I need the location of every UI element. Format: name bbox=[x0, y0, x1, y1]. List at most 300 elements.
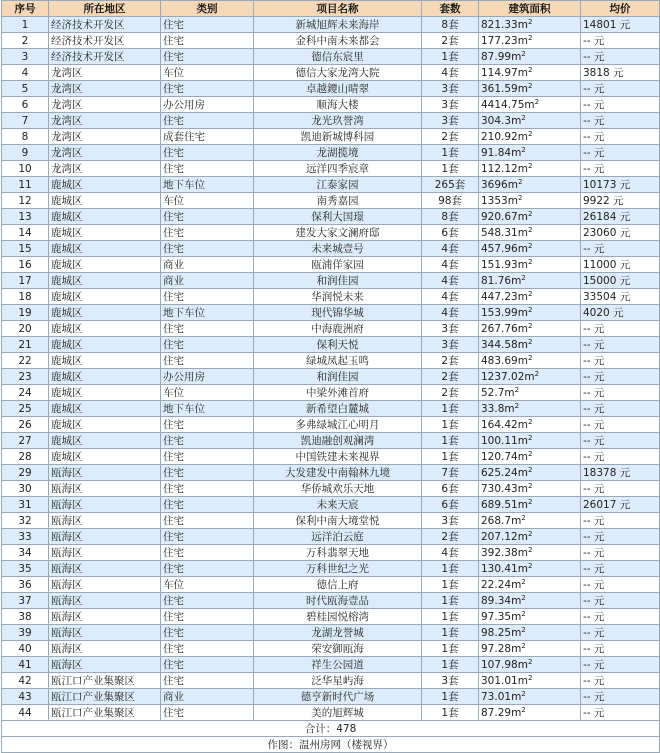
cell-index: 38 bbox=[2, 609, 49, 625]
cell-area: 瓯海区 bbox=[49, 593, 161, 609]
size-unit: m bbox=[517, 82, 528, 95]
cell-index: 11 bbox=[2, 177, 49, 193]
cell-price: -- 元 bbox=[581, 705, 660, 721]
cell-project: 德信东宸里 bbox=[254, 49, 422, 65]
cell-count: 1套 bbox=[422, 625, 479, 641]
cell-index: 8 bbox=[2, 129, 49, 145]
cell-area: 瓯海区 bbox=[49, 513, 161, 529]
size-unit-exponent: 2 bbox=[521, 625, 526, 634]
header-count: 套数 bbox=[422, 1, 479, 17]
size-unit-exponent: 2 bbox=[527, 65, 533, 74]
cell-area: 鹿城区 bbox=[49, 449, 161, 465]
cell-price: -- 元 bbox=[581, 673, 660, 689]
cell-price: 9922 元 bbox=[581, 193, 660, 209]
cell-type: 商业 bbox=[161, 273, 254, 289]
size-unit-exponent: 2 bbox=[521, 689, 526, 698]
cell-count: 3套 bbox=[422, 673, 479, 689]
table-row bbox=[2, 241, 660, 257]
cell-count: 4套 bbox=[422, 289, 479, 305]
size-value: 689.51 bbox=[481, 498, 518, 511]
header-area: 所在地区 bbox=[49, 1, 161, 17]
cell-size bbox=[479, 689, 581, 705]
size-unit: m bbox=[517, 482, 528, 495]
size-value: 1237.02 bbox=[481, 370, 525, 383]
size-value: 304.3 bbox=[481, 114, 512, 127]
cell-index: 44 bbox=[2, 705, 49, 721]
size-unit: m bbox=[507, 178, 518, 191]
cell-type: 地下车位 bbox=[161, 177, 254, 193]
cell-price: -- 元 bbox=[581, 577, 660, 593]
cell-count: 1套 bbox=[422, 449, 479, 465]
cell-area: 鹿城区 bbox=[49, 353, 161, 369]
cell-type: 办公用房 bbox=[161, 369, 254, 385]
table-row bbox=[2, 481, 660, 497]
size-unit-exponent: 2 bbox=[527, 321, 533, 330]
size-unit: m bbox=[511, 690, 522, 703]
cell-type: 住宅 bbox=[161, 353, 254, 369]
size-value: 920.67 bbox=[481, 210, 518, 223]
size-unit: m bbox=[517, 258, 528, 271]
table-row bbox=[2, 449, 660, 465]
cell-count: 2套 bbox=[422, 33, 479, 49]
table-row bbox=[2, 81, 660, 97]
cell-index: 16 bbox=[2, 257, 49, 273]
table-row bbox=[2, 673, 660, 689]
size-value: 447.23 bbox=[481, 290, 518, 303]
size-unit-exponent: 2 bbox=[517, 193, 523, 202]
cell-area: 鹿城区 bbox=[49, 369, 161, 385]
cell-area: 瓯海区 bbox=[49, 529, 161, 545]
cell-size bbox=[479, 657, 581, 673]
cell-index: 31 bbox=[2, 497, 49, 513]
size-unit-exponent: 2 bbox=[527, 241, 533, 250]
cell-type: 住宅 bbox=[161, 225, 254, 241]
size-unit: m bbox=[517, 34, 528, 47]
cell-count: 6套 bbox=[422, 481, 479, 497]
size-unit: m bbox=[511, 514, 522, 527]
cell-type: 车位 bbox=[161, 385, 254, 401]
cell-count: 2套 bbox=[422, 353, 479, 369]
cell-project: 荣安御瓯海 bbox=[254, 641, 422, 657]
cell-type: 住宅 bbox=[161, 561, 254, 577]
cell-project: 和润佳园 bbox=[254, 273, 422, 289]
cell-count: 1套 bbox=[422, 609, 479, 625]
cell-count: 3套 bbox=[422, 81, 479, 97]
cell-area: 鹿城区 bbox=[49, 225, 161, 241]
size-unit-exponent: 2 bbox=[521, 49, 526, 58]
cell-count: 265套 bbox=[422, 177, 479, 193]
cell-count: 4套 bbox=[422, 257, 479, 273]
cell-index: 32 bbox=[2, 513, 49, 529]
cell-size bbox=[479, 257, 581, 273]
size-unit-exponent: 2 bbox=[521, 641, 526, 650]
cell-count: 1套 bbox=[422, 161, 479, 177]
size-unit: m bbox=[517, 66, 528, 79]
cell-project: 现代锦华城 bbox=[254, 305, 422, 321]
cell-index: 5 bbox=[2, 81, 49, 97]
cell-project: 大发建发中南翰林九境 bbox=[254, 465, 422, 481]
cell-size bbox=[479, 705, 581, 721]
size-value: 33.8 bbox=[481, 402, 505, 415]
size-value: 301.01 bbox=[481, 674, 518, 687]
cell-project: 保利天悦 bbox=[254, 337, 422, 353]
table-footer bbox=[2, 721, 660, 753]
size-unit-exponent: 2 bbox=[527, 545, 533, 554]
total-row bbox=[2, 721, 660, 737]
size-value: 268.7 bbox=[481, 514, 512, 527]
table-row bbox=[2, 49, 660, 65]
cell-index: 27 bbox=[2, 433, 49, 449]
cell-size bbox=[479, 81, 581, 97]
cell-type: 住宅 bbox=[161, 17, 254, 33]
cell-project: 新希望白麓城 bbox=[254, 401, 422, 417]
table-row bbox=[2, 17, 660, 33]
size-unit-exponent: 2 bbox=[527, 305, 533, 314]
size-unit-exponent: 2 bbox=[521, 609, 526, 618]
cell-size bbox=[479, 625, 581, 641]
cell-price: -- 元 bbox=[581, 33, 660, 49]
cell-project: 时代瓯海壹品 bbox=[254, 593, 422, 609]
size-value: 267.76 bbox=[481, 322, 518, 335]
cell-project: 龙光玖誉湾 bbox=[254, 113, 422, 129]
cell-type: 车位 bbox=[161, 193, 254, 209]
cell-index: 23 bbox=[2, 369, 49, 385]
cell-price: -- 元 bbox=[581, 481, 660, 497]
size-unit-exponent: 2 bbox=[527, 673, 533, 682]
cell-count: 8套 bbox=[422, 209, 479, 225]
table-row bbox=[2, 609, 660, 625]
cell-type: 住宅 bbox=[161, 433, 254, 449]
size-value: 821.33 bbox=[481, 18, 518, 31]
table-row bbox=[2, 545, 660, 561]
size-unit: m bbox=[507, 194, 518, 207]
cell-index: 29 bbox=[2, 465, 49, 481]
cell-project: 龙湖揽境 bbox=[254, 145, 422, 161]
cell-project: 远洋泊云庭 bbox=[254, 529, 422, 545]
cell-area: 鹿城区 bbox=[49, 433, 161, 449]
cell-area: 鹿城区 bbox=[49, 337, 161, 353]
size-unit-exponent: 2 bbox=[521, 593, 526, 602]
cell-size bbox=[479, 641, 581, 657]
cell-project: 美的旭辉城 bbox=[254, 705, 422, 721]
size-unit: m bbox=[524, 370, 535, 383]
cell-count: 1套 bbox=[422, 689, 479, 705]
cell-project: 顺海大楼 bbox=[254, 97, 422, 113]
size-value: 207.12 bbox=[481, 530, 518, 543]
cell-type: 住宅 bbox=[161, 241, 254, 257]
cell-area: 瓯江口产业集聚区 bbox=[49, 705, 161, 721]
cell-count: 4套 bbox=[422, 545, 479, 561]
size-unit: m bbox=[517, 498, 528, 511]
size-unit-exponent: 2 bbox=[527, 465, 533, 474]
cell-size bbox=[479, 225, 581, 241]
size-unit-exponent: 2 bbox=[534, 369, 540, 378]
cell-size bbox=[479, 209, 581, 225]
cell-size bbox=[479, 481, 581, 497]
cell-area: 瓯海区 bbox=[49, 481, 161, 497]
size-value: 361.59 bbox=[481, 82, 518, 95]
cell-type: 住宅 bbox=[161, 641, 254, 657]
size-unit: m bbox=[504, 386, 515, 399]
size-value: 89.34 bbox=[481, 594, 512, 607]
cell-count: 3套 bbox=[422, 97, 479, 113]
cell-index: 28 bbox=[2, 449, 49, 465]
cell-price: 18378 元 bbox=[581, 465, 660, 481]
table-row bbox=[2, 529, 660, 545]
cell-index: 34 bbox=[2, 545, 49, 561]
cell-project: 建发大家文澜府邸 bbox=[254, 225, 422, 241]
cell-project: 瓯浦佯家园 bbox=[254, 257, 422, 273]
size-value: 4414.75 bbox=[481, 98, 525, 111]
size-value: 130.41 bbox=[481, 562, 518, 575]
cell-price: -- 元 bbox=[581, 161, 660, 177]
size-unit: m bbox=[511, 578, 522, 591]
size-unit: m bbox=[517, 530, 528, 543]
cell-area: 鹿城区 bbox=[49, 177, 161, 193]
cell-price: 10173 元 bbox=[581, 177, 660, 193]
cell-type: 住宅 bbox=[161, 673, 254, 689]
cell-size bbox=[479, 673, 581, 689]
size-unit: m bbox=[511, 274, 522, 287]
cell-project: 华润悦未来 bbox=[254, 289, 422, 305]
cell-area: 龙湾区 bbox=[49, 113, 161, 129]
table-row bbox=[2, 561, 660, 577]
cell-area: 瓯海区 bbox=[49, 497, 161, 513]
table-row bbox=[2, 305, 660, 321]
size-unit-exponent: 2 bbox=[521, 145, 526, 154]
cell-price: -- 元 bbox=[581, 689, 660, 705]
cell-type: 住宅 bbox=[161, 81, 254, 97]
cell-index: 19 bbox=[2, 305, 49, 321]
size-unit: m bbox=[511, 642, 522, 655]
cell-size bbox=[479, 337, 581, 353]
size-unit-exponent: 2 bbox=[514, 401, 520, 410]
cell-size bbox=[479, 289, 581, 305]
cell-size bbox=[479, 161, 581, 177]
cell-price: -- 元 bbox=[581, 129, 660, 145]
cell-price: 15000 元 bbox=[581, 273, 660, 289]
cell-size bbox=[479, 353, 581, 369]
cell-count: 4套 bbox=[422, 305, 479, 321]
table-header bbox=[2, 1, 660, 17]
cell-price: 11000 元 bbox=[581, 257, 660, 273]
cell-price: -- 元 bbox=[581, 433, 660, 449]
cell-type: 住宅 bbox=[161, 113, 254, 129]
cell-type: 车位 bbox=[161, 65, 254, 81]
size-unit-exponent: 2 bbox=[521, 513, 526, 522]
cell-price: -- 元 bbox=[581, 113, 660, 129]
cell-price: -- 元 bbox=[581, 417, 660, 433]
cell-type: 住宅 bbox=[161, 33, 254, 49]
cell-area: 瓯海区 bbox=[49, 545, 161, 561]
cell-price: -- 元 bbox=[581, 81, 660, 97]
table-row bbox=[2, 33, 660, 49]
cell-area: 鹿城区 bbox=[49, 209, 161, 225]
size-value: 177.23 bbox=[481, 34, 518, 47]
cell-project: 保利大国璟 bbox=[254, 209, 422, 225]
table-row bbox=[2, 513, 660, 529]
cell-type: 商业 bbox=[161, 257, 254, 273]
cell-project: 万科翡翠天地 bbox=[254, 545, 422, 561]
header-index: 序号 bbox=[2, 1, 49, 17]
cell-area: 龙湾区 bbox=[49, 145, 161, 161]
table-row bbox=[2, 129, 660, 145]
size-unit: m bbox=[517, 306, 528, 319]
size-unit: m bbox=[517, 450, 528, 463]
size-unit: m bbox=[517, 338, 528, 351]
cell-count: 1套 bbox=[422, 49, 479, 65]
cell-index: 13 bbox=[2, 209, 49, 225]
cell-area: 瓯海区 bbox=[49, 641, 161, 657]
size-value: 97.35 bbox=[481, 610, 512, 623]
cell-type: 住宅 bbox=[161, 337, 254, 353]
size-unit: m bbox=[517, 226, 528, 239]
cell-project: 华侨城欢乐天地 bbox=[254, 481, 422, 497]
cell-index: 36 bbox=[2, 577, 49, 593]
cell-area: 瓯海区 bbox=[49, 465, 161, 481]
size-unit: m bbox=[517, 354, 528, 367]
size-unit-exponent: 2 bbox=[527, 433, 533, 442]
size-unit: m bbox=[517, 434, 528, 447]
sales-table bbox=[1, 0, 660, 753]
cell-count: 1套 bbox=[422, 401, 479, 417]
cell-count: 2套 bbox=[422, 369, 479, 385]
size-unit-exponent: 2 bbox=[527, 561, 533, 570]
size-unit-exponent: 2 bbox=[527, 657, 533, 666]
size-unit: m bbox=[517, 466, 528, 479]
table-row bbox=[2, 353, 660, 369]
table-row bbox=[2, 593, 660, 609]
cell-project: 德亨新时代广场 bbox=[254, 689, 422, 705]
cell-size bbox=[479, 273, 581, 289]
cell-size bbox=[479, 97, 581, 113]
cell-size bbox=[479, 385, 581, 401]
cell-count: 8套 bbox=[422, 17, 479, 33]
cell-type: 住宅 bbox=[161, 593, 254, 609]
cell-type: 住宅 bbox=[161, 609, 254, 625]
cell-index: 37 bbox=[2, 593, 49, 609]
size-unit: m bbox=[511, 626, 522, 639]
cell-project: 中国铁建未来视界 bbox=[254, 449, 422, 465]
size-value: 120.74 bbox=[481, 450, 518, 463]
size-value: 22.24 bbox=[481, 578, 512, 591]
cell-project: 祥生公园道 bbox=[254, 657, 422, 673]
cell-index: 10 bbox=[2, 161, 49, 177]
cell-area: 鹿城区 bbox=[49, 385, 161, 401]
cell-area: 经济技术开发区 bbox=[49, 33, 161, 49]
size-unit-exponent: 2 bbox=[521, 577, 526, 586]
cell-area: 瓯海区 bbox=[49, 625, 161, 641]
cell-count: 1套 bbox=[422, 433, 479, 449]
cell-area: 瓯江口产业集聚区 bbox=[49, 673, 161, 689]
cell-size bbox=[479, 193, 581, 209]
table-row bbox=[2, 369, 660, 385]
cell-price: -- 元 bbox=[581, 321, 660, 337]
size-value: 392.38 bbox=[481, 546, 518, 559]
cell-area: 鹿城区 bbox=[49, 241, 161, 257]
cell-project: 新城旭辉未来海岸 bbox=[254, 17, 422, 33]
cell-price: -- 元 bbox=[581, 369, 660, 385]
size-unit-exponent: 2 bbox=[527, 257, 533, 266]
cell-size bbox=[479, 529, 581, 545]
cell-area: 瓯海区 bbox=[49, 561, 161, 577]
size-value: 483.69 bbox=[481, 354, 518, 367]
cell-size bbox=[479, 129, 581, 145]
cell-project: 中海鹿洲府 bbox=[254, 321, 422, 337]
cell-count: 6套 bbox=[422, 497, 479, 513]
cell-project: 保利中南大境堂悦 bbox=[254, 513, 422, 529]
cell-price: -- 元 bbox=[581, 513, 660, 529]
cell-type: 住宅 bbox=[161, 321, 254, 337]
cell-count: 1套 bbox=[422, 641, 479, 657]
table-row bbox=[2, 177, 660, 193]
cell-count: 6套 bbox=[422, 225, 479, 241]
cell-area: 鹿城区 bbox=[49, 193, 161, 209]
size-unit: m bbox=[517, 130, 528, 143]
table-row bbox=[2, 257, 660, 273]
cell-project: 多弗绿城江心明月 bbox=[254, 417, 422, 433]
cell-price: 23060 元 bbox=[581, 225, 660, 241]
cell-size bbox=[479, 49, 581, 65]
cell-type: 住宅 bbox=[161, 161, 254, 177]
cell-size bbox=[479, 113, 581, 129]
cell-size bbox=[479, 241, 581, 257]
cell-index: 26 bbox=[2, 417, 49, 433]
cell-size bbox=[479, 145, 581, 161]
size-value: 100.11 bbox=[481, 434, 518, 447]
table-row bbox=[2, 113, 660, 129]
cell-price: -- 元 bbox=[581, 97, 660, 113]
cell-size bbox=[479, 433, 581, 449]
cell-index: 25 bbox=[2, 401, 49, 417]
size-value: 114.97 bbox=[481, 66, 518, 79]
cell-area: 经济技术开发区 bbox=[49, 49, 161, 65]
size-unit-exponent: 2 bbox=[527, 417, 533, 426]
cell-price: 14801 元 bbox=[581, 17, 660, 33]
size-unit-exponent: 2 bbox=[514, 385, 520, 394]
cell-size bbox=[479, 609, 581, 625]
cell-type: 住宅 bbox=[161, 625, 254, 641]
size-value: 81.76 bbox=[481, 274, 512, 287]
cell-area: 龙湾区 bbox=[49, 161, 161, 177]
table-row bbox=[2, 417, 660, 433]
cell-count: 1套 bbox=[422, 145, 479, 161]
size-unit: m bbox=[517, 18, 528, 31]
size-value: 98.25 bbox=[481, 626, 512, 639]
table-row bbox=[2, 385, 660, 401]
table-row bbox=[2, 337, 660, 353]
table-row bbox=[2, 497, 660, 513]
size-unit-exponent: 2 bbox=[527, 289, 533, 298]
credit-row bbox=[2, 737, 660, 753]
cell-project: 中梁外滩首府 bbox=[254, 385, 422, 401]
cell-size bbox=[479, 577, 581, 593]
cell-type: 住宅 bbox=[161, 481, 254, 497]
cell-area: 瓯海区 bbox=[49, 577, 161, 593]
cell-index: 4 bbox=[2, 65, 49, 81]
size-unit-exponent: 2 bbox=[527, 129, 533, 138]
cell-type: 地下车位 bbox=[161, 401, 254, 417]
cell-price: -- 元 bbox=[581, 545, 660, 561]
cell-project: 江泰家园 bbox=[254, 177, 422, 193]
table-row bbox=[2, 689, 660, 705]
size-value: 153.99 bbox=[481, 306, 518, 319]
table-row bbox=[2, 641, 660, 657]
cell-index: 42 bbox=[2, 673, 49, 689]
cell-index: 9 bbox=[2, 145, 49, 161]
cell-index: 39 bbox=[2, 625, 49, 641]
size-value: 87.29 bbox=[481, 706, 512, 719]
